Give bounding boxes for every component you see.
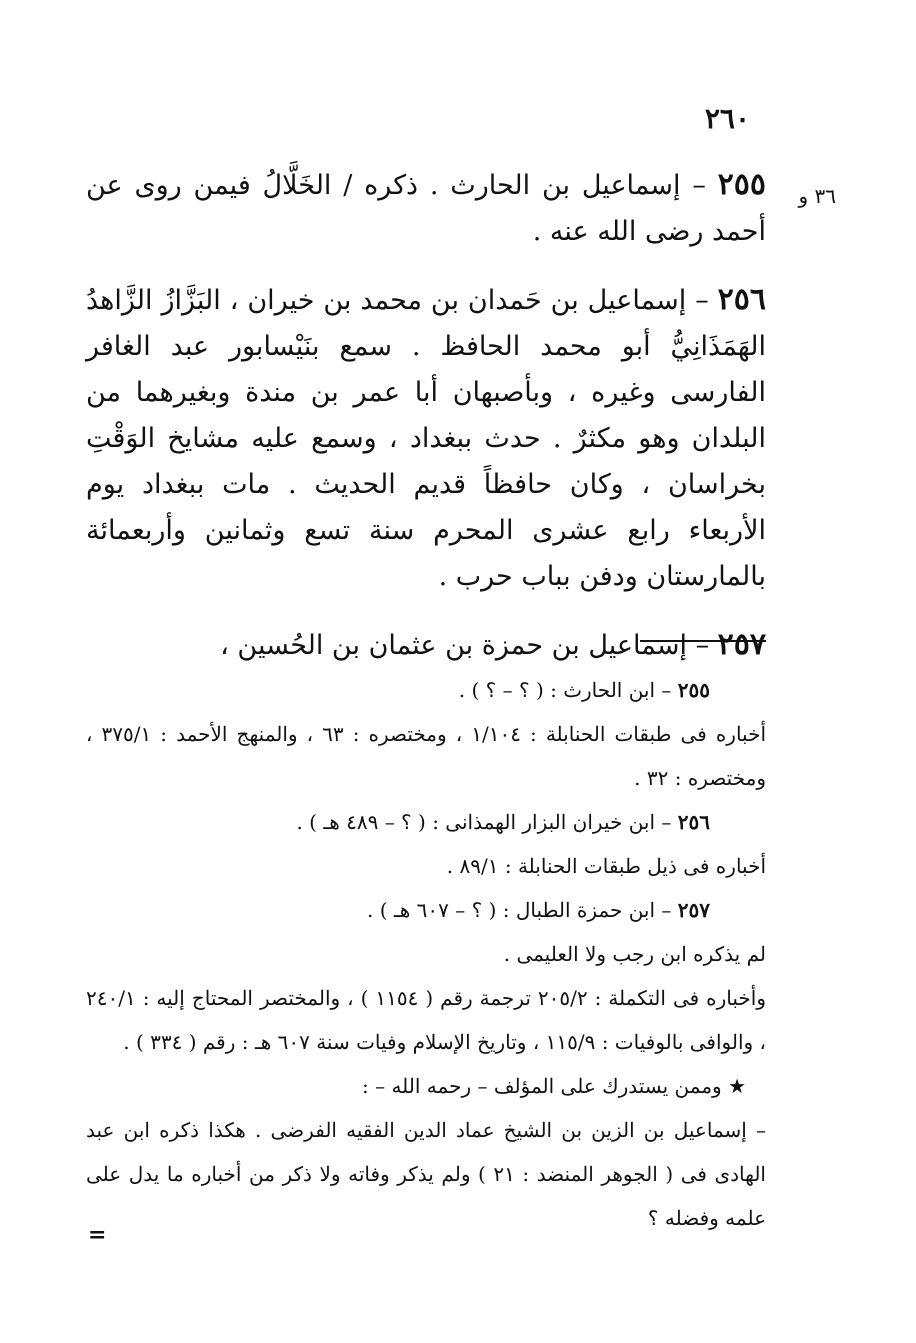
footnote-number: ٢٥٥ bbox=[677, 678, 710, 702]
manuscript-folio-note: ٣٦ و bbox=[798, 184, 836, 208]
entry-number: ٢٥٧ bbox=[717, 627, 766, 662]
entry-number: ٢٥٦ bbox=[717, 282, 766, 317]
footnote-number: ٢٥٧ bbox=[677, 898, 710, 922]
entry-257 bbox=[86, 622, 766, 669]
footnote-line: – إسماعيل بن الزين بن الشيخ عماد الدين الفقيه الفرضى . هكذا ذكره ابن عبد الهادى فى ( الجوهر المنضد : ٢١ ) ولم يذكر وفاته ولا ذكر من أخباره ما يدل على علمه وفضله ؟ bbox=[86, 1118, 766, 1230]
footnote-addendum-heading: ★ وممن يستدرك على المؤلف – رحمه الله – : bbox=[362, 1074, 746, 1098]
footnotes bbox=[86, 668, 766, 1240]
footnote-line: أخباره فى طبقات الحنابلة : ١/١٠٤ ، ومختصره : ٦٣ ، والمنهج الأحمد : ٣٧٥/١ ، ومختصره : ٣٢ . bbox=[86, 722, 767, 790]
footnote-separator bbox=[640, 640, 766, 642]
footnote-number: ٢٥٦ bbox=[677, 810, 710, 834]
entry-text: – إسماعيل بن الحارث . ذكره / الخَلَّالُ فيمن روى عن أحمد رضى الله عنه . bbox=[86, 170, 766, 247]
footnote-head-255 bbox=[86, 668, 766, 712]
footnote-line: أخباره فى ذيل طبقات الحنابلة : ٨٩/١ . bbox=[446, 854, 766, 878]
continuation-mark: = bbox=[88, 1222, 107, 1248]
entry-text: – إسماعيل بن حمزة بن عثمان بن الحُسين ، bbox=[220, 630, 718, 661]
footnote-text: – ابن الحارث : ( ؟ – ؟ ) . bbox=[458, 678, 678, 702]
footnote-head-257 bbox=[86, 888, 766, 932]
footnote-head-256 bbox=[86, 800, 766, 844]
entry-255 bbox=[86, 162, 766, 255]
entry-256 bbox=[86, 277, 766, 600]
footnote-text: – ابن خيران البزار الهمذانى : ( ؟ – ٤٨٩ هـ ) . bbox=[296, 810, 678, 834]
footnote-line: لم يذكره ابن رجب ولا العليمى . bbox=[503, 942, 766, 966]
footnote-text: – ابن حمزة الطبال : ( ؟ – ٦٠٧ هـ ) . bbox=[367, 898, 678, 922]
entry-text: – إسماعيل بن حَمدان بن محمد بن خيران ، البَزَّازُ الزَّاهدُ الهَمَذَانِيُّ أبو محمد الحافظ . سمع بنَيْسابور عبد الغافر الفارسى وغيره ، وبأصبهان أبا عمر بن مندة وبغيرهما من البلدان وهو مكثرٌ . حدث ببغداد ، وسمع عليه مشايخ الوَقْتِ بخراسان ، وكان حافظاً قديم الحديث . مات ببغداد يوم الأربعاء رابع عشرى المحرم سنة تسع وثمانين وأربعمائة بالمارستان ودفن بباب حرب . bbox=[86, 285, 766, 592]
page-number: ٢٦٠ bbox=[704, 102, 750, 135]
entry-number: ٢٥٥ bbox=[717, 167, 766, 202]
footnote-line: وأخباره فى التكملة : ٢٠٥/٢ ترجمة رقم ( ١١٥٤ ) ، والمختصر المحتاج إليه : ٢٤٠/١ ، والوافى بالوفيات : ١١٥/٩ ، وتاريخ الإسلام وفيات سنة ٦٠٧ هـ : رقم ( ٣٣٤ ) . bbox=[86, 986, 767, 1054]
main-text bbox=[86, 162, 766, 691]
